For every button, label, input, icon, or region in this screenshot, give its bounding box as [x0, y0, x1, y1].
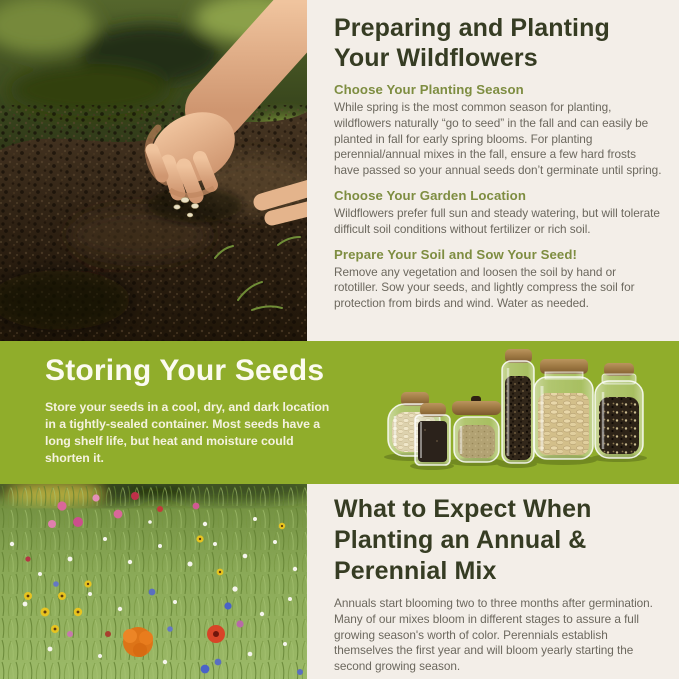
preparing-planting-section: [307, 0, 679, 341]
wildflower-meadow-photo: [0, 484, 307, 679]
storing-seeds-band: [0, 341, 679, 484]
seed-storage-jars-photo: [381, 346, 649, 472]
subheading-garden-location: Choose Your Garden Location: [334, 187, 526, 203]
hand-sowing-seeds-photo: [0, 0, 307, 341]
storing-seeds-title: Storing Your Seeds: [45, 354, 325, 387]
what-to-expect-title-line-1: What to Expect When: [334, 495, 592, 523]
what-to-expect-section: [307, 484, 679, 679]
body-prepare-soil: Remove any vegetation and loosen the soil by hand or rototiller. Sow your seeds, and lightly compress the soil for protection from birds and wind. Water as needed.: [334, 264, 635, 311]
storing-seeds-body: Store your seeds in a cool, dry, and dark location in a tightly-sealed container. Most seeds have a long shelf life, but heat and moisture could shorten it.: [45, 400, 330, 465]
jar-brown-sand-seeds: [452, 396, 501, 462]
subheading-prepare-soil: Prepare Your Soil and Sow Your Seed!: [334, 246, 577, 262]
storing-seeds-text: [45, 352, 340, 467]
body-planting-season: While spring is the most common season for planting, wildflowers naturally “go to seed” in the fall and can easily be planted in fall for early spring blooms. For planting perennial/annual mixes in the fall, ensure a few hard frosts have passed so your annual seeds don’t germinate until spring.: [334, 100, 662, 178]
jar-pumpkin-seeds: [534, 359, 593, 459]
what-to-expect-body: Annuals start blooming two to three months after germination. Many of our mixes bloom in different stages to assure a full growing season's worth of color. Perennials establish themselves the first year and will bloom yearly starting the second growing season.: [334, 596, 653, 674]
what-to-expect-title-line-3: Perennial Mix: [334, 557, 497, 585]
jar-tall-dark-seeds: [502, 349, 534, 463]
what-to-expect-title-line-2: Planting an Annual &: [334, 526, 587, 554]
page-title: [334, 13, 663, 73]
subheading-planting-season: Choose Your Planting Season: [334, 82, 524, 97]
red-poppy: [207, 625, 225, 643]
page-title-line-2: Your Wildflowers: [334, 44, 538, 72]
page-title-line-1: Preparing and Planting: [334, 14, 610, 42]
what-to-expect-title: [334, 494, 663, 587]
body-garden-location: Wildflowers prefer full sun and steady watering, but will tolerate difficult soil conditions without fertilizer or rich soil.: [334, 205, 660, 236]
jar-dark-powder: [415, 403, 450, 465]
orange-poppy: [123, 627, 153, 657]
jar-mixed-seeds: [595, 363, 643, 458]
